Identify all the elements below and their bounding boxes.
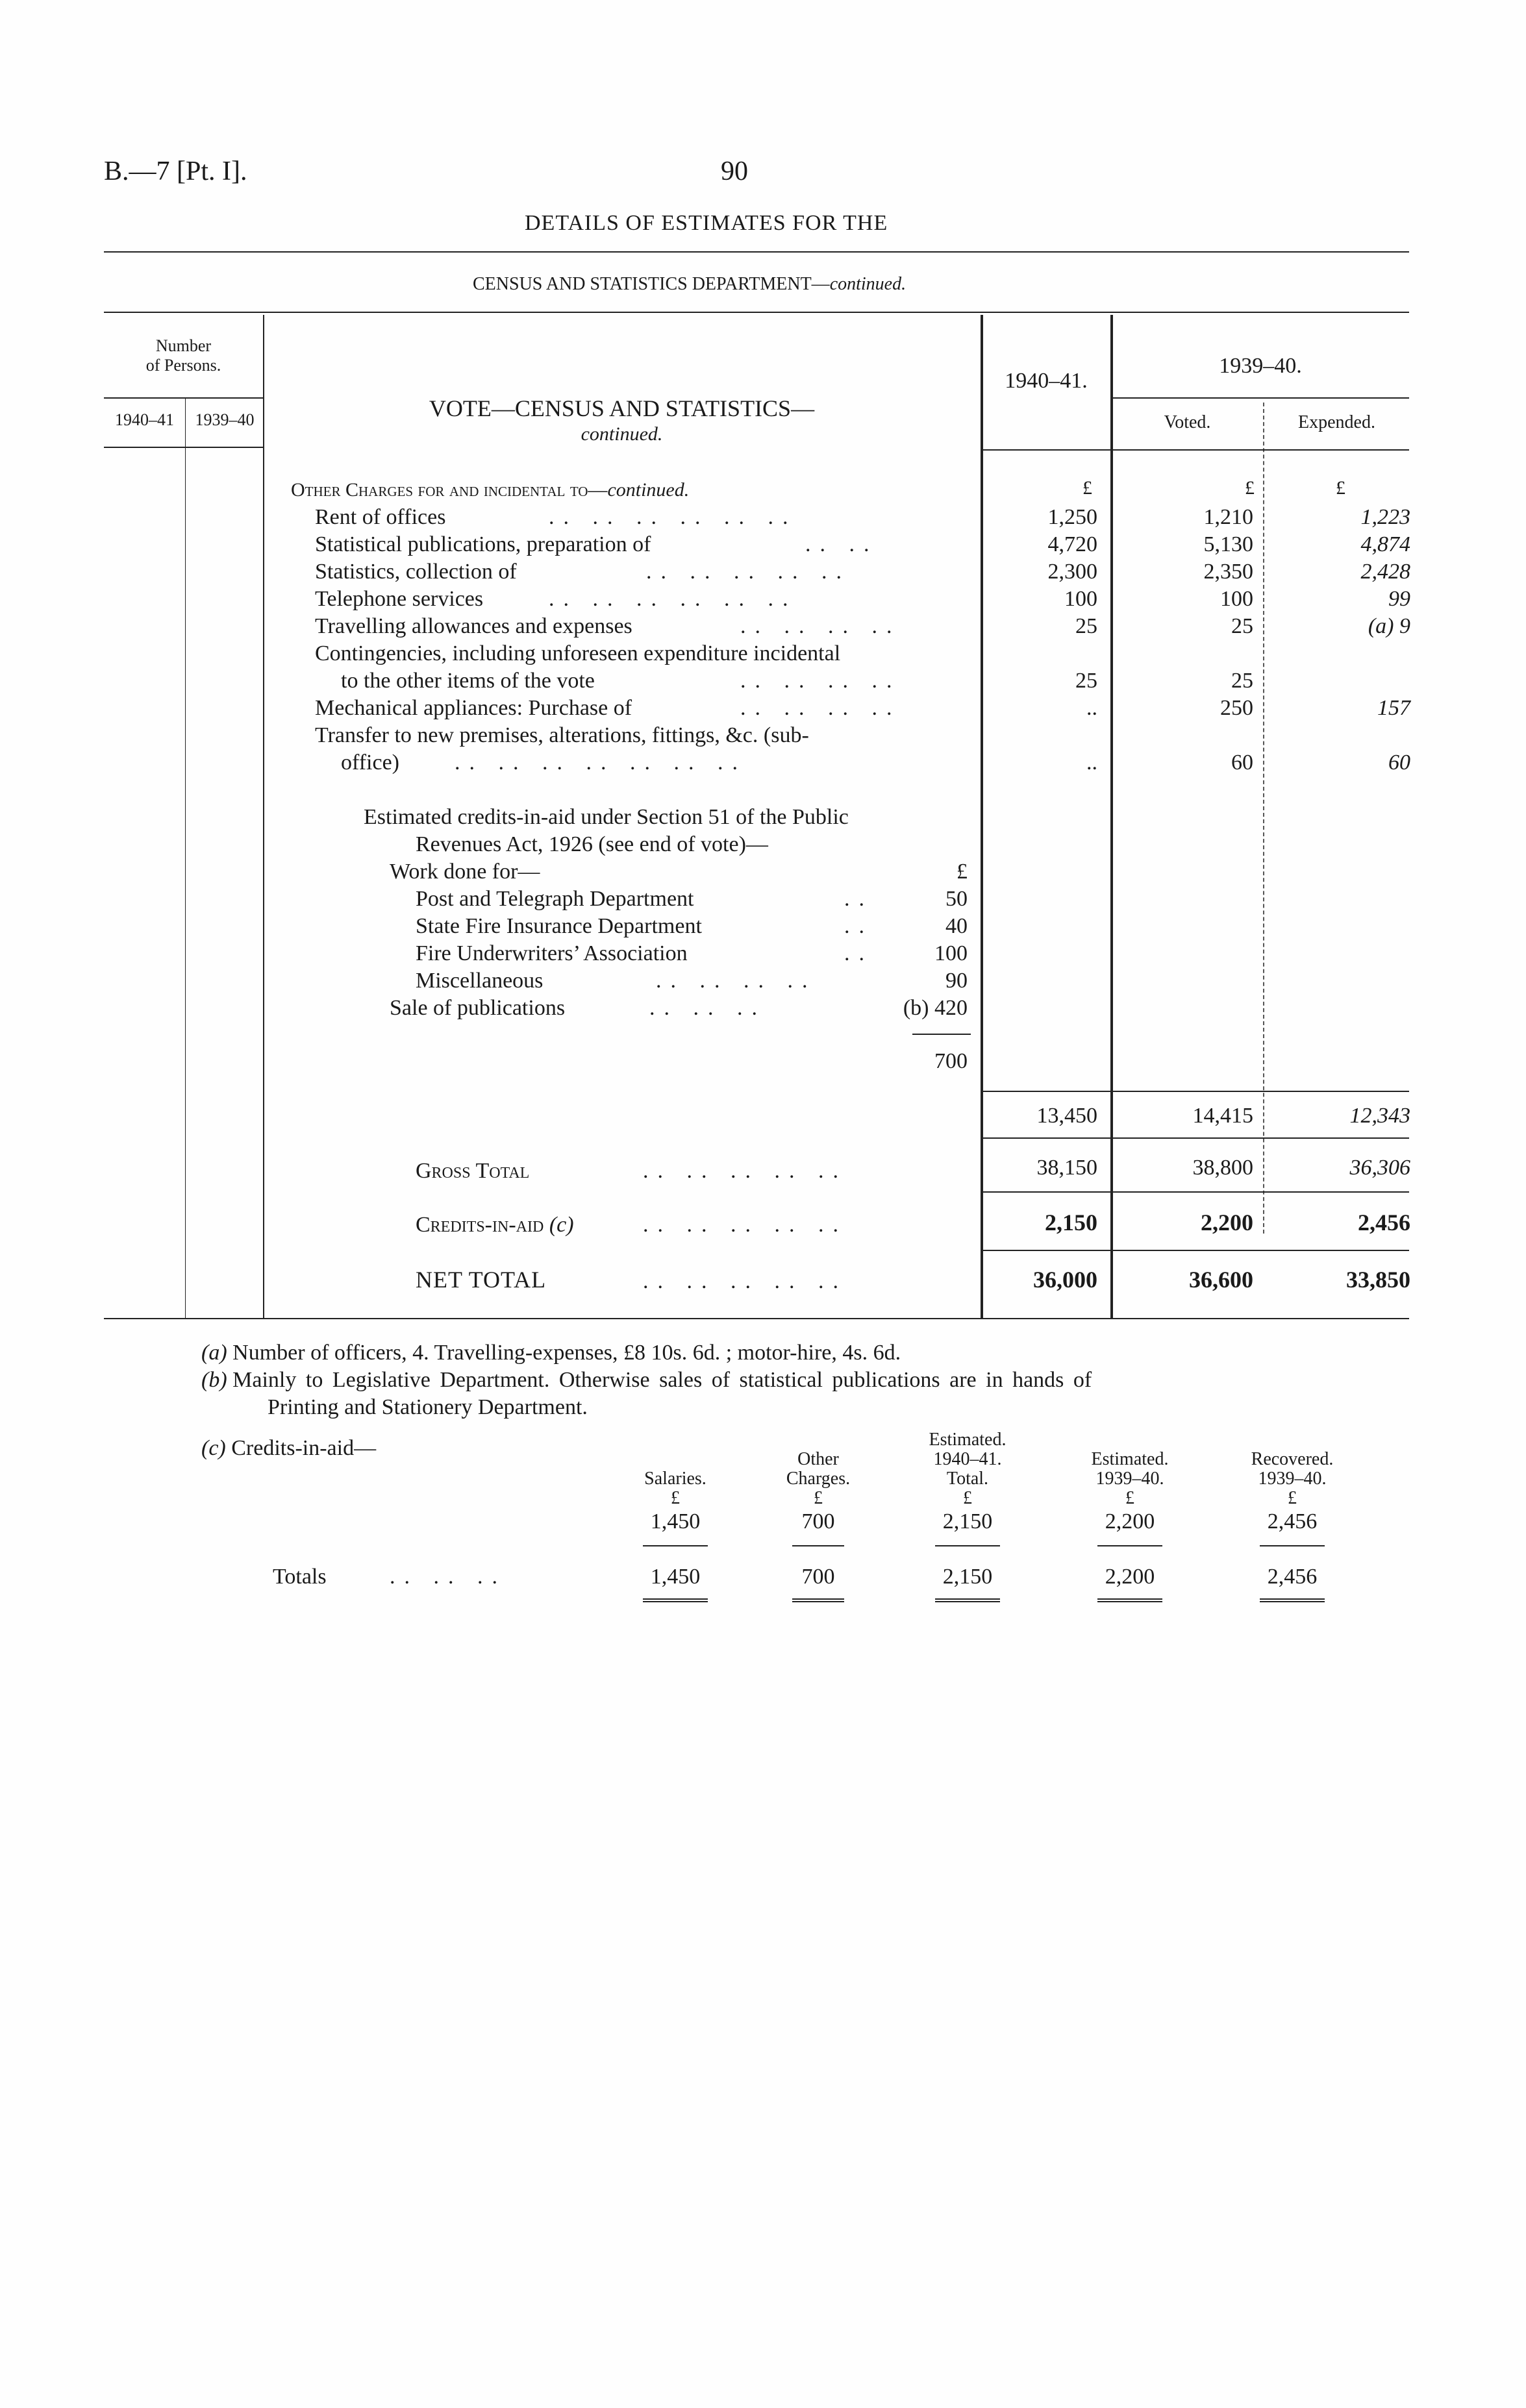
value-voted: 250 bbox=[1220, 696, 1253, 720]
row-label-continuation: to the other items of the vote bbox=[341, 669, 595, 693]
footnote-b bbox=[201, 1368, 1092, 1393]
credit-item-value: 90 bbox=[945, 969, 968, 993]
title-rule bbox=[104, 251, 1409, 253]
credits-in-aid-1940: 2,150 bbox=[1045, 1210, 1097, 1235]
credit-item-label: State Fire Insurance Department bbox=[416, 914, 702, 938]
pound-voted: £ bbox=[1245, 477, 1255, 499]
persons-header bbox=[104, 336, 263, 375]
value-1940: 2,300 bbox=[1047, 560, 1097, 584]
ca-header-est-1: Estimated. bbox=[929, 1430, 1007, 1450]
value-1940: .. bbox=[1086, 751, 1097, 775]
leader-dots: .. bbox=[844, 887, 873, 911]
persons-year-1940: 1940–41 bbox=[115, 410, 174, 429]
department-subtitle bbox=[473, 274, 906, 295]
credits-in-aid-note-mark: (c) bbox=[549, 1213, 574, 1237]
row-label-continuation: office) bbox=[341, 751, 399, 775]
gross-total-rule bbox=[982, 1191, 1409, 1193]
row-label: Rent of offices bbox=[315, 505, 446, 529]
vote-title-continued: continued. bbox=[581, 423, 663, 445]
footnote-c bbox=[201, 1436, 376, 1461]
value-expended: (a) 9 bbox=[1368, 614, 1410, 638]
ca-header-other-1: Other bbox=[797, 1449, 839, 1469]
row-label: Travelling allowances and expenses bbox=[315, 614, 632, 638]
pound-1940: £ bbox=[1082, 477, 1092, 499]
credit-item-label: Miscellaneous bbox=[416, 969, 544, 993]
ca-rule bbox=[935, 1545, 1000, 1546]
subtotal-voted: 14,415 bbox=[1192, 1104, 1253, 1128]
leader-dots: .. .. .. .. .. bbox=[643, 1213, 847, 1237]
leader-dots: .. .. .. .. .. .. .. bbox=[455, 751, 747, 775]
value-1940: 1,250 bbox=[1047, 505, 1097, 529]
ca-pound-rec: £ bbox=[1288, 1488, 1297, 1508]
ca-totals-total: 2,150 bbox=[942, 1565, 993, 1589]
value-expended: 157 bbox=[1377, 696, 1410, 720]
vote-title: VOTE—CENSUS AND STATISTICS— bbox=[429, 395, 815, 421]
leader-dots: .. .. .. .. .. .. bbox=[549, 587, 797, 611]
leader-dots: .. bbox=[844, 914, 873, 938]
sale-label: Sale of publications bbox=[390, 996, 566, 1020]
persons-header-line2: of Persons. bbox=[145, 356, 221, 375]
leader-dots: .. .. .. .. bbox=[740, 614, 901, 638]
numeric-header-rule bbox=[982, 449, 1409, 451]
value-voted: 2,350 bbox=[1203, 560, 1253, 584]
leader-dots: .. .. .. .. bbox=[740, 696, 901, 720]
sale-value: (b) 420 bbox=[903, 996, 968, 1020]
page-title: DETAILS OF ESTIMATES FOR THE bbox=[525, 211, 888, 235]
subtitle-continued: continued. bbox=[829, 274, 907, 294]
leader-dots: .. .. bbox=[805, 532, 879, 556]
ca-rec: 2,456 bbox=[1267, 1509, 1318, 1533]
ca-double-rule bbox=[935, 1598, 1000, 1602]
subtotal-1940: 13,450 bbox=[1036, 1104, 1097, 1128]
subtotal-expended: 12,343 bbox=[1349, 1104, 1410, 1128]
ca-rule bbox=[1097, 1545, 1162, 1546]
persons-year-1939: 1939–40 bbox=[195, 410, 255, 429]
ca-totals-other: 700 bbox=[801, 1565, 835, 1589]
column-expended: Expended. bbox=[1298, 412, 1375, 432]
value-voted: 60 bbox=[1231, 751, 1253, 775]
ca-totals-rec: 2,456 bbox=[1267, 1565, 1318, 1589]
row-label: Statistics, collection of bbox=[315, 560, 517, 584]
ca-header-est39-1: Estimated. bbox=[1091, 1449, 1169, 1469]
ca-rule bbox=[643, 1545, 708, 1546]
row-label: Statistical publications, preparation of bbox=[315, 532, 651, 556]
leader-dots: .. .. .. .. bbox=[740, 669, 901, 693]
row-label: Transfer to new premises, alterations, fittings, &c. (sub- bbox=[315, 723, 809, 747]
leader-dots: .. .. .. bbox=[390, 1565, 507, 1589]
footnote-c-mark: (c) bbox=[201, 1436, 226, 1460]
column-1940-41: 1940–41. bbox=[1005, 369, 1088, 393]
credits-in-aid-expended: 2,456 bbox=[1358, 1210, 1410, 1235]
net-total-voted: 36,600 bbox=[1189, 1267, 1253, 1293]
footnote-b-mark: (b) bbox=[201, 1368, 227, 1392]
ca-double-rule bbox=[1260, 1598, 1325, 1602]
credits-total-rule bbox=[912, 1034, 971, 1035]
ca-header-other-2: Charges. bbox=[786, 1469, 851, 1489]
ca-pound-other: £ bbox=[814, 1488, 823, 1508]
ca-header-est39-2: 1939–40. bbox=[1095, 1469, 1164, 1489]
value-voted: 1,210 bbox=[1203, 505, 1253, 529]
subtitle-text: CENSUS AND STATISTICS DEPARTMENT— bbox=[473, 274, 830, 294]
subtotal-bottom-rule bbox=[982, 1137, 1409, 1139]
value-1940: 100 bbox=[1064, 587, 1097, 611]
net-total-label: NET TOTAL bbox=[416, 1267, 547, 1293]
row-label: Telephone services bbox=[315, 587, 484, 611]
gross-total-1940: 38,150 bbox=[1036, 1156, 1097, 1180]
persons-subheader-rule bbox=[104, 447, 263, 448]
gross-total-voted: 38,800 bbox=[1192, 1156, 1253, 1180]
credits-note-line1: Estimated credits-in-aid under Section 51 of the Public bbox=[364, 805, 849, 829]
ca-totals-label: Totals bbox=[273, 1565, 327, 1589]
value-voted: 5,130 bbox=[1203, 532, 1253, 556]
credits-in-aid-text: Credits-in-aid bbox=[416, 1213, 544, 1237]
row-label: Contingencies, including unforeseen expenditure incidental bbox=[315, 641, 841, 665]
ca-header-rec-1: Recovered. bbox=[1251, 1449, 1334, 1469]
ca-double-rule bbox=[1097, 1598, 1162, 1602]
leader-dots: .. .. .. bbox=[649, 996, 766, 1020]
column-1939-40: 1939–40. bbox=[1219, 354, 1302, 378]
credits-in-aid-voted: 2,200 bbox=[1201, 1210, 1253, 1235]
value-expended: 4,874 bbox=[1360, 532, 1410, 556]
ca-header-est-3: Total. bbox=[946, 1469, 989, 1489]
ca-totals-est: 2,200 bbox=[1105, 1565, 1155, 1589]
footnote-b-continuation: Printing and Stationery Department. bbox=[268, 1395, 588, 1419]
footnote-b-text: Mainly to Legislative Department. Otherwise sales of statistical publications are in hands of bbox=[232, 1368, 1092, 1392]
value-1940: 25 bbox=[1075, 669, 1097, 693]
persons-header-line1: Number bbox=[155, 336, 212, 355]
leader-dots: .. bbox=[844, 941, 873, 965]
credits-pound: £ bbox=[957, 860, 968, 884]
value-voted: 25 bbox=[1231, 614, 1253, 638]
leader-dots: .. .. .. .. .. bbox=[646, 560, 851, 584]
section-heading-continued: continued. bbox=[607, 479, 690, 501]
ca-totals-salaries: 1,450 bbox=[650, 1565, 701, 1589]
section-heading-text: Other Charges for and incidental to— bbox=[291, 479, 608, 501]
footnote-a-text: Number of officers, 4. Travelling-expenses, £8 10s. 6d. ; motor-hire, 4s. 6d. bbox=[232, 1341, 901, 1365]
leader-dots: .. .. .. .. .. .. bbox=[549, 505, 797, 529]
table-bottom-rule bbox=[104, 1318, 1409, 1319]
net-total-1940: 36,000 bbox=[1033, 1267, 1097, 1293]
gross-total-label: Gross Total bbox=[416, 1159, 530, 1183]
credit-item-label: Post and Telegraph Department bbox=[416, 887, 694, 911]
ca-est: 2,200 bbox=[1105, 1509, 1155, 1533]
footnote-a bbox=[201, 1341, 901, 1365]
value-1940: 25 bbox=[1075, 614, 1097, 638]
ca-total: 2,150 bbox=[942, 1509, 993, 1533]
ca-pound-salaries: £ bbox=[671, 1488, 680, 1508]
value-1940: .. bbox=[1086, 696, 1097, 720]
value-expended: 60 bbox=[1388, 751, 1410, 775]
ca-header-rec-2: 1939–40. bbox=[1258, 1469, 1327, 1489]
leader-dots: .. .. .. .. .. bbox=[643, 1159, 847, 1183]
credit-item-value: 40 bbox=[945, 914, 968, 938]
leader-dots: .. .. .. .. bbox=[656, 969, 817, 993]
document-reference: B.—7 [Pt. I]. bbox=[104, 156, 247, 186]
value-expended: 1,223 bbox=[1360, 505, 1410, 529]
ca-salaries: 1,450 bbox=[650, 1509, 701, 1533]
subtotal-rule bbox=[982, 1091, 1409, 1092]
credits-total: 700 bbox=[934, 1049, 968, 1073]
value-voted: 100 bbox=[1220, 587, 1253, 611]
value-1940: 4,720 bbox=[1047, 532, 1097, 556]
ca-pound-est39: £ bbox=[1125, 1488, 1134, 1508]
ca-header-est-2: 1940–41. bbox=[933, 1449, 1002, 1469]
value-voted: 25 bbox=[1231, 669, 1253, 693]
ca-header-salaries: Salaries. bbox=[644, 1469, 707, 1489]
ca-pound-est: £ bbox=[963, 1488, 972, 1508]
ca-rule bbox=[1260, 1545, 1325, 1546]
ca-other: 700 bbox=[801, 1509, 835, 1533]
persons-header-rule bbox=[104, 397, 263, 399]
credit-item-value: 100 bbox=[934, 941, 968, 965]
ca-rule bbox=[792, 1545, 844, 1546]
pound-expended: £ bbox=[1336, 477, 1345, 499]
table-top-rule bbox=[104, 312, 1409, 313]
credits-note-line2: Revenues Act, 1926 (see end of vote)— bbox=[416, 832, 768, 856]
credits-in-aid-label bbox=[416, 1213, 574, 1237]
footnote-a-mark: (a) bbox=[201, 1341, 227, 1365]
column-voted: Voted. bbox=[1164, 412, 1211, 432]
leader-dots: .. .. .. .. .. bbox=[643, 1269, 847, 1293]
persons-split-line bbox=[185, 397, 186, 1318]
ca-double-rule bbox=[792, 1598, 844, 1602]
credit-item-value: 50 bbox=[945, 887, 968, 911]
credit-item-label: Fire Underwriters’ Association bbox=[416, 941, 688, 965]
year-1939-header-rule bbox=[1112, 397, 1409, 399]
section-heading bbox=[291, 479, 689, 501]
value-expended: 2,428 bbox=[1360, 560, 1410, 584]
value-expended: 99 bbox=[1388, 587, 1410, 611]
row-label: Mechanical appliances: Purchase of bbox=[315, 696, 632, 720]
work-done-label: Work done for— bbox=[390, 860, 540, 884]
gross-total-expended: 36,306 bbox=[1349, 1156, 1410, 1180]
net-total-expended: 33,850 bbox=[1346, 1267, 1410, 1293]
page-number: 90 bbox=[721, 156, 748, 186]
ca-double-rule bbox=[643, 1598, 708, 1602]
persons-column-border bbox=[263, 315, 264, 1318]
credits-in-aid-rule bbox=[982, 1250, 1409, 1251]
footnote-c-label: Credits-in-aid— bbox=[231, 1436, 377, 1460]
